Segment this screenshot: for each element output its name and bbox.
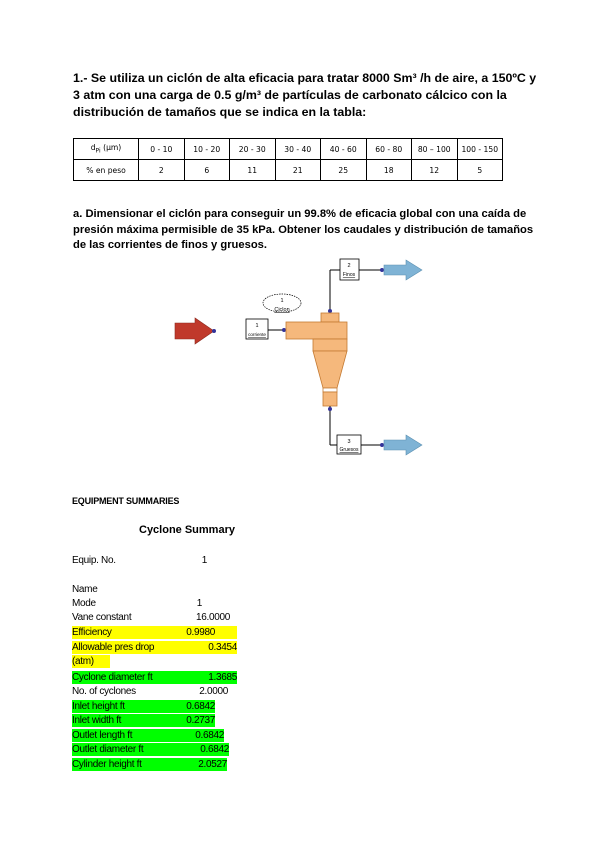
summary-row-inlet-width: Inlet width ft 0.2737	[72, 715, 215, 726]
summary-row-outlet-diameter: Outlet diameter ft 0.6842	[72, 744, 229, 755]
range-cell: 100 - 150	[457, 139, 503, 160]
range-cell: 60 - 80	[366, 139, 412, 160]
feed-port	[212, 329, 216, 333]
fines-outlet-port	[380, 268, 384, 272]
summary-row-cylinder-height: Cylinder height ft 2.0527	[72, 759, 227, 770]
equip-no-label: Equip. No.	[72, 555, 116, 566]
header-cell-diameter: $d_{Pi}$ (µm)	[74, 139, 139, 160]
summary-row-atm-unit: (atm)	[72, 655, 110, 668]
coarse-stream-number: 3	[347, 439, 351, 445]
fines-stream-number: 2	[347, 263, 351, 269]
range-cell: 0 - 10	[139, 139, 185, 160]
equip-no-value: 1	[201, 555, 207, 566]
weight-cell: 11	[230, 160, 276, 181]
size-distribution-table	[73, 138, 503, 181]
cyclone-summary-title: Cyclone Summary	[139, 524, 235, 536]
weight-cell: 12	[412, 160, 458, 181]
unit-number: 1	[280, 298, 284, 304]
range-cell: 10 - 20	[184, 139, 230, 160]
weight-cell: 5	[457, 160, 503, 181]
coarse-stream-label: Gruesos	[339, 447, 359, 453]
equipment-summaries-heading: EQUIPMENT SUMMARIES	[72, 496, 180, 506]
table-row-ranges	[74, 139, 503, 160]
fines-port	[328, 309, 332, 313]
process-flow-diagram	[170, 255, 430, 460]
weight-cell: 25	[321, 160, 367, 181]
part-a-question: a. Dimensionar el ciclón para conseguir un 99.8% de eficacia global con una caída de presión máxima permisible de 35 kPa. Obtener los caudales y distribución de tamaños de las corrientes de finos y gruesos.	[73, 208, 534, 251]
feed-stream-number: 1	[255, 323, 259, 329]
row-label-weight: % en peso	[74, 160, 139, 181]
summary-row-efficiency: Efficiency 0.9980	[72, 626, 237, 639]
coarse-product-arrow-icon	[384, 435, 422, 455]
coarse-outlet-port	[380, 443, 384, 447]
summary-row-inlet-height: Inlet height ft 0.6842	[72, 701, 215, 712]
fines-product-arrow-icon	[384, 260, 422, 280]
cyclone-unit-icon	[286, 313, 347, 406]
fines-stream-label: Finos	[342, 272, 356, 278]
unit-label: Ciclon	[274, 307, 290, 313]
table-row-weights	[74, 160, 503, 181]
cyclone-inlet-port	[282, 328, 286, 332]
coarse-port	[328, 407, 332, 411]
range-cell: 30 - 40	[275, 139, 321, 160]
range-cell: 40 - 60	[321, 139, 367, 160]
weight-cell: 2	[139, 160, 185, 181]
feed-stream-label: corriente	[248, 332, 266, 337]
summary-row-allowable-pres-drop: Allowable pres drop 0.3454	[72, 642, 237, 653]
problem-heading: 1.- Se utiliza un ciclón de alta eficacia para tratar 8000 Sm³ /h de aire, a 150ºC y 3 atm con una carga de 0.5 g/m³ de partículas de carbonato cálcico con la distribución de tamaños que se indica en la tabla:	[73, 71, 537, 119]
range-cell: 80 – 100	[412, 139, 458, 160]
summary-row-outlet-length: Outlet length ft 0.6842	[72, 730, 224, 741]
summary-row-name: Name	[72, 584, 98, 595]
summary-row-vane-constant: Vane constant 16.0000	[72, 612, 230, 623]
summary-row-mode: Mode 1	[72, 598, 202, 609]
feed-arrow-icon	[175, 318, 214, 344]
summary-row-cyclone-diameter: Cyclone diameter ft 1.3685	[72, 672, 237, 683]
summary-row-no-of-cyclones: No. of cyclones 2.0000	[72, 686, 228, 697]
range-cell: 20 - 30	[230, 139, 276, 160]
weight-cell: 6	[184, 160, 230, 181]
equip-no-row	[72, 554, 207, 567]
weight-cell: 18	[366, 160, 412, 181]
weight-cell: 21	[275, 160, 321, 181]
